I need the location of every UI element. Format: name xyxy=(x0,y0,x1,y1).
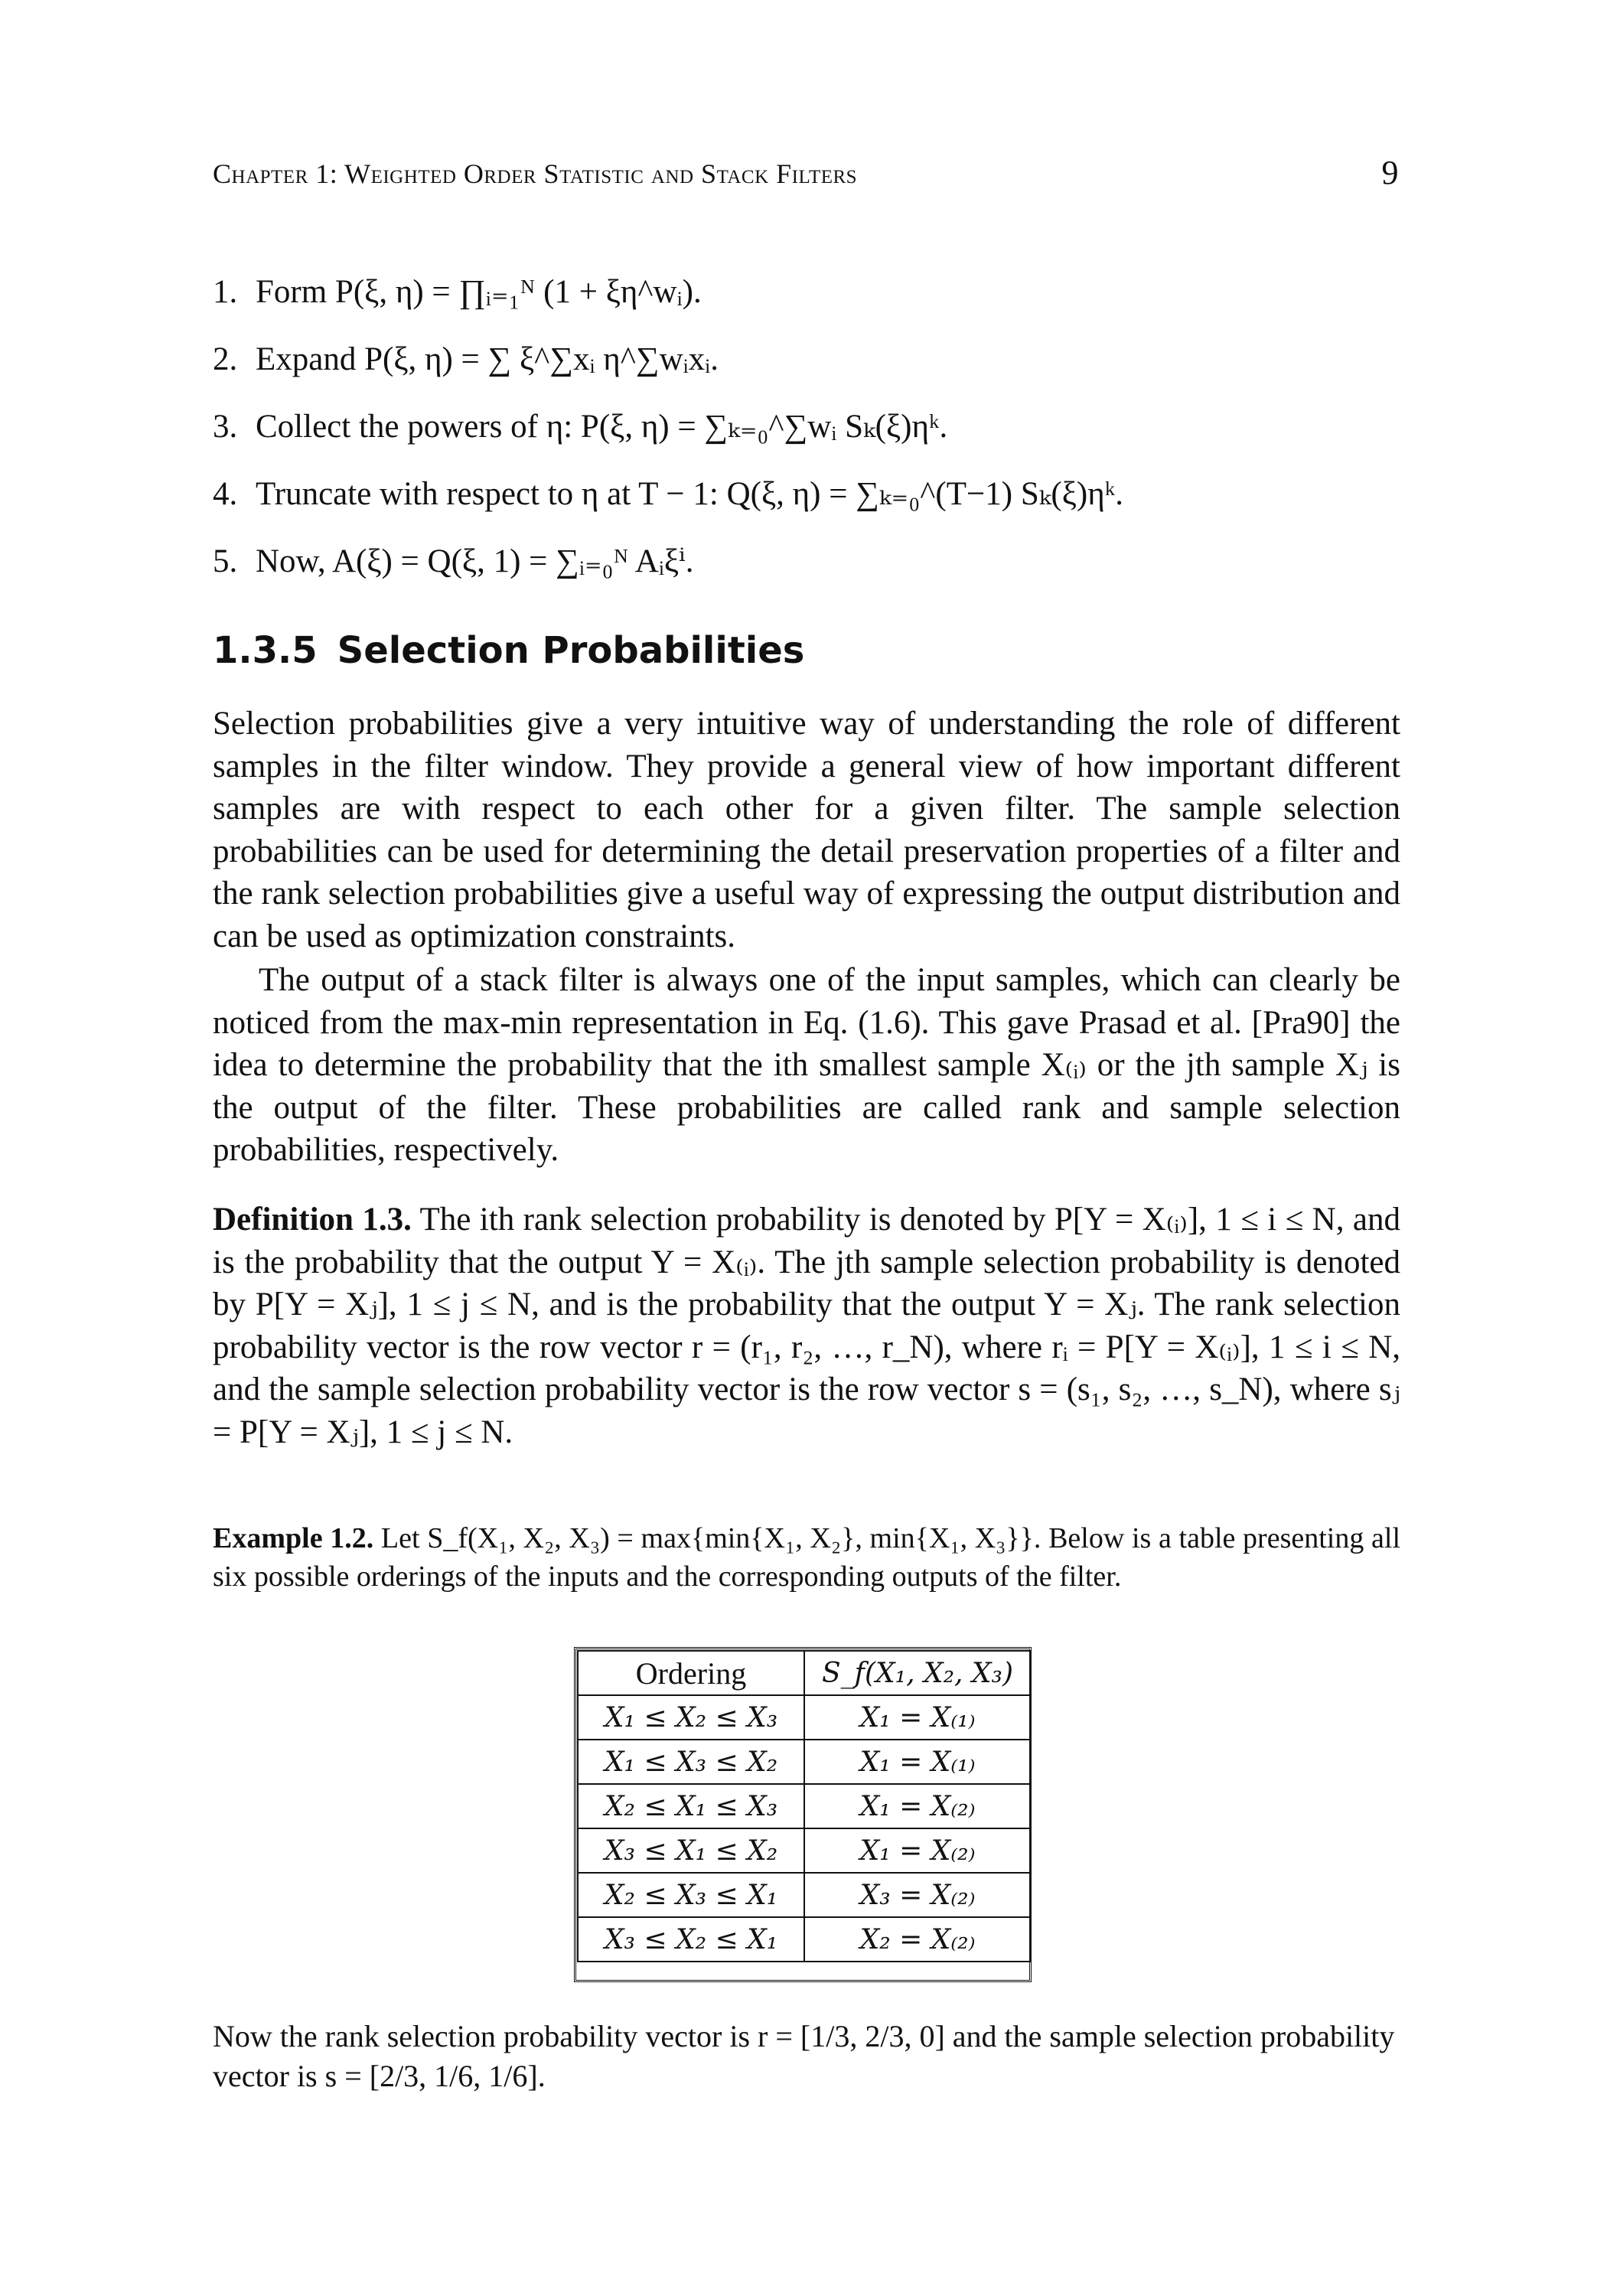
example-text: Let S_f(X₁, X₂, X₃) = max{min{X₁, X₂}, min{X₁, X₃}}. Below is a table presenting all six possible orderings of the inputs and the corresponding outputs of the filter. xyxy=(213,1522,1400,1593)
section-heading xyxy=(213,629,804,672)
ordering-cell: X₂ ≤ X₁ ≤ X₃ xyxy=(578,1784,804,1828)
running-header xyxy=(213,152,1399,197)
table-row xyxy=(578,1784,1031,1828)
section-title: Selection Probabilities xyxy=(337,629,805,672)
step-text: Truncate with respect to η at T − 1: Q(ξ, η) = ∑ₖ₌₀^(T−1) Sₖ(ξ)ηᵏ. xyxy=(256,476,1124,512)
definition-block xyxy=(213,1199,1400,1453)
step-text: Expand P(ξ, η) = ∑ ξ^∑xᵢ η^∑wᵢxᵢ. xyxy=(256,341,719,377)
output-cell: X₁ = X₍₂₎ xyxy=(804,1828,1031,1873)
ordering-cell: X₃ ≤ X₁ ≤ X₂ xyxy=(578,1828,804,1873)
output-cell: X₁ = X₍₂₎ xyxy=(804,1784,1031,1828)
step-item xyxy=(213,404,1407,471)
step-number: 4. xyxy=(213,476,238,512)
step-number: 3. xyxy=(213,409,238,445)
step-item xyxy=(213,539,1407,606)
definition-text: The ith rank selection probability is denoted by P[Y = X₍ᵢ₎], 1 ≤ i ≤ N, and is the probability that the output Y = X₍ᵢ₎. The jth sample selection probability is denoted by P[Y = Xⱼ], 1 ≤ j ≤ N, and is the probability that the output Y = Xⱼ. The rank selection probability vector is the row vector r = (r₁, r₂, …, r_N), where rᵢ = P[Y = X₍ᵢ₎], 1 ≤ i ≤ N, and the sample selection probability vector is the row vector s = (s₁, s₂, …, s_N), where sⱼ = P[Y = Xⱼ], 1 ≤ j ≤ N. xyxy=(213,1202,1400,1450)
step-item xyxy=(213,269,1407,337)
step-item xyxy=(213,471,1407,539)
example-label: Example 1.2. xyxy=(213,1522,374,1554)
paragraph-conclusion: Now the rank selection probability vector is r = [1/3, 2/3, 0] and the sample selection probability vector is s = [2/3, 1/6, 1/6]. xyxy=(213,2019,1395,2093)
step-number: 2. xyxy=(213,341,238,377)
column-header-ordering: Ordering xyxy=(578,1651,804,1695)
ordering-cell: X₁ ≤ X₂ ≤ X₃ xyxy=(578,1695,804,1740)
output-cell: X₁ = X₍₁₎ xyxy=(804,1740,1031,1784)
paragraph-intro: Selection probabilities give a very intuitive way of understanding the role of different samples in the filter window. They provide a general view of how important different samples are with respect to each other for a given filter. The sample selection probabilities can be used for determining the detail preservation properties of a filter and the rank selection probabilities give a useful way of expressing the output distribution and can be used as optimization constraints. xyxy=(213,706,1400,954)
table-row xyxy=(578,1740,1031,1784)
chapter-title: Chapter 1: Weighted Order Statistic and Stack Filters xyxy=(213,158,858,189)
output-cell: X₃ = X₍₂₎ xyxy=(804,1873,1031,1917)
definition-label: Definition 1.3. xyxy=(213,1202,412,1238)
section-number: 1.3.5 xyxy=(213,629,318,672)
step-text: Collect the powers of η: P(ξ, η) = ∑ₖ₌₀^∑wᵢ Sₖ(ξ)ηᵏ. xyxy=(256,409,948,445)
example-block xyxy=(213,1519,1400,1596)
paragraph-prasad: The output of a stack filter is always one of the input samples, which can clearly be noticed from the max-min representation in Eq. (1.6). This gave Prasad et al. [Pra90] the idea to determine the probability that the ith smallest sample X₍ᵢ₎ or the jth sample Xⱼ is the output of the filter. These probabilities are called rank and sample selection probabilities, respectively. xyxy=(213,962,1400,1168)
column-header-output: S_f(X₁, X₂, X₃) xyxy=(804,1651,1031,1695)
ordering-cell: X₃ ≤ X₂ ≤ X₁ xyxy=(578,1917,804,1962)
ordering-cell: X₁ ≤ X₃ ≤ X₂ xyxy=(578,1740,804,1784)
output-cell: X₂ = X₍₂₎ xyxy=(804,1917,1031,1962)
table-row xyxy=(578,1917,1031,1962)
table-header-row xyxy=(578,1651,1031,1695)
table-row xyxy=(578,1695,1031,1740)
table-row xyxy=(578,1828,1031,1873)
page-number: 9 xyxy=(1381,154,1399,191)
step-number: 5. xyxy=(213,543,238,579)
step-text: Form P(ξ, η) = ∏ᵢ₌₁ᴺ (1 + ξη^wᵢ). xyxy=(256,274,702,310)
step-number: 1. xyxy=(213,274,238,310)
algorithm-steps xyxy=(213,269,1407,606)
ordering-cell: X₂ ≤ X₃ ≤ X₁ xyxy=(578,1873,804,1917)
step-text: Now, A(ξ) = Q(ξ, 1) = ∑ᵢ₌₀ᴺ Aᵢξⁱ. xyxy=(256,543,694,579)
ordering-table xyxy=(577,1650,1032,1962)
output-cell: X₁ = X₍₁₎ xyxy=(804,1695,1031,1740)
table-row xyxy=(578,1873,1031,1917)
step-item xyxy=(213,337,1407,404)
